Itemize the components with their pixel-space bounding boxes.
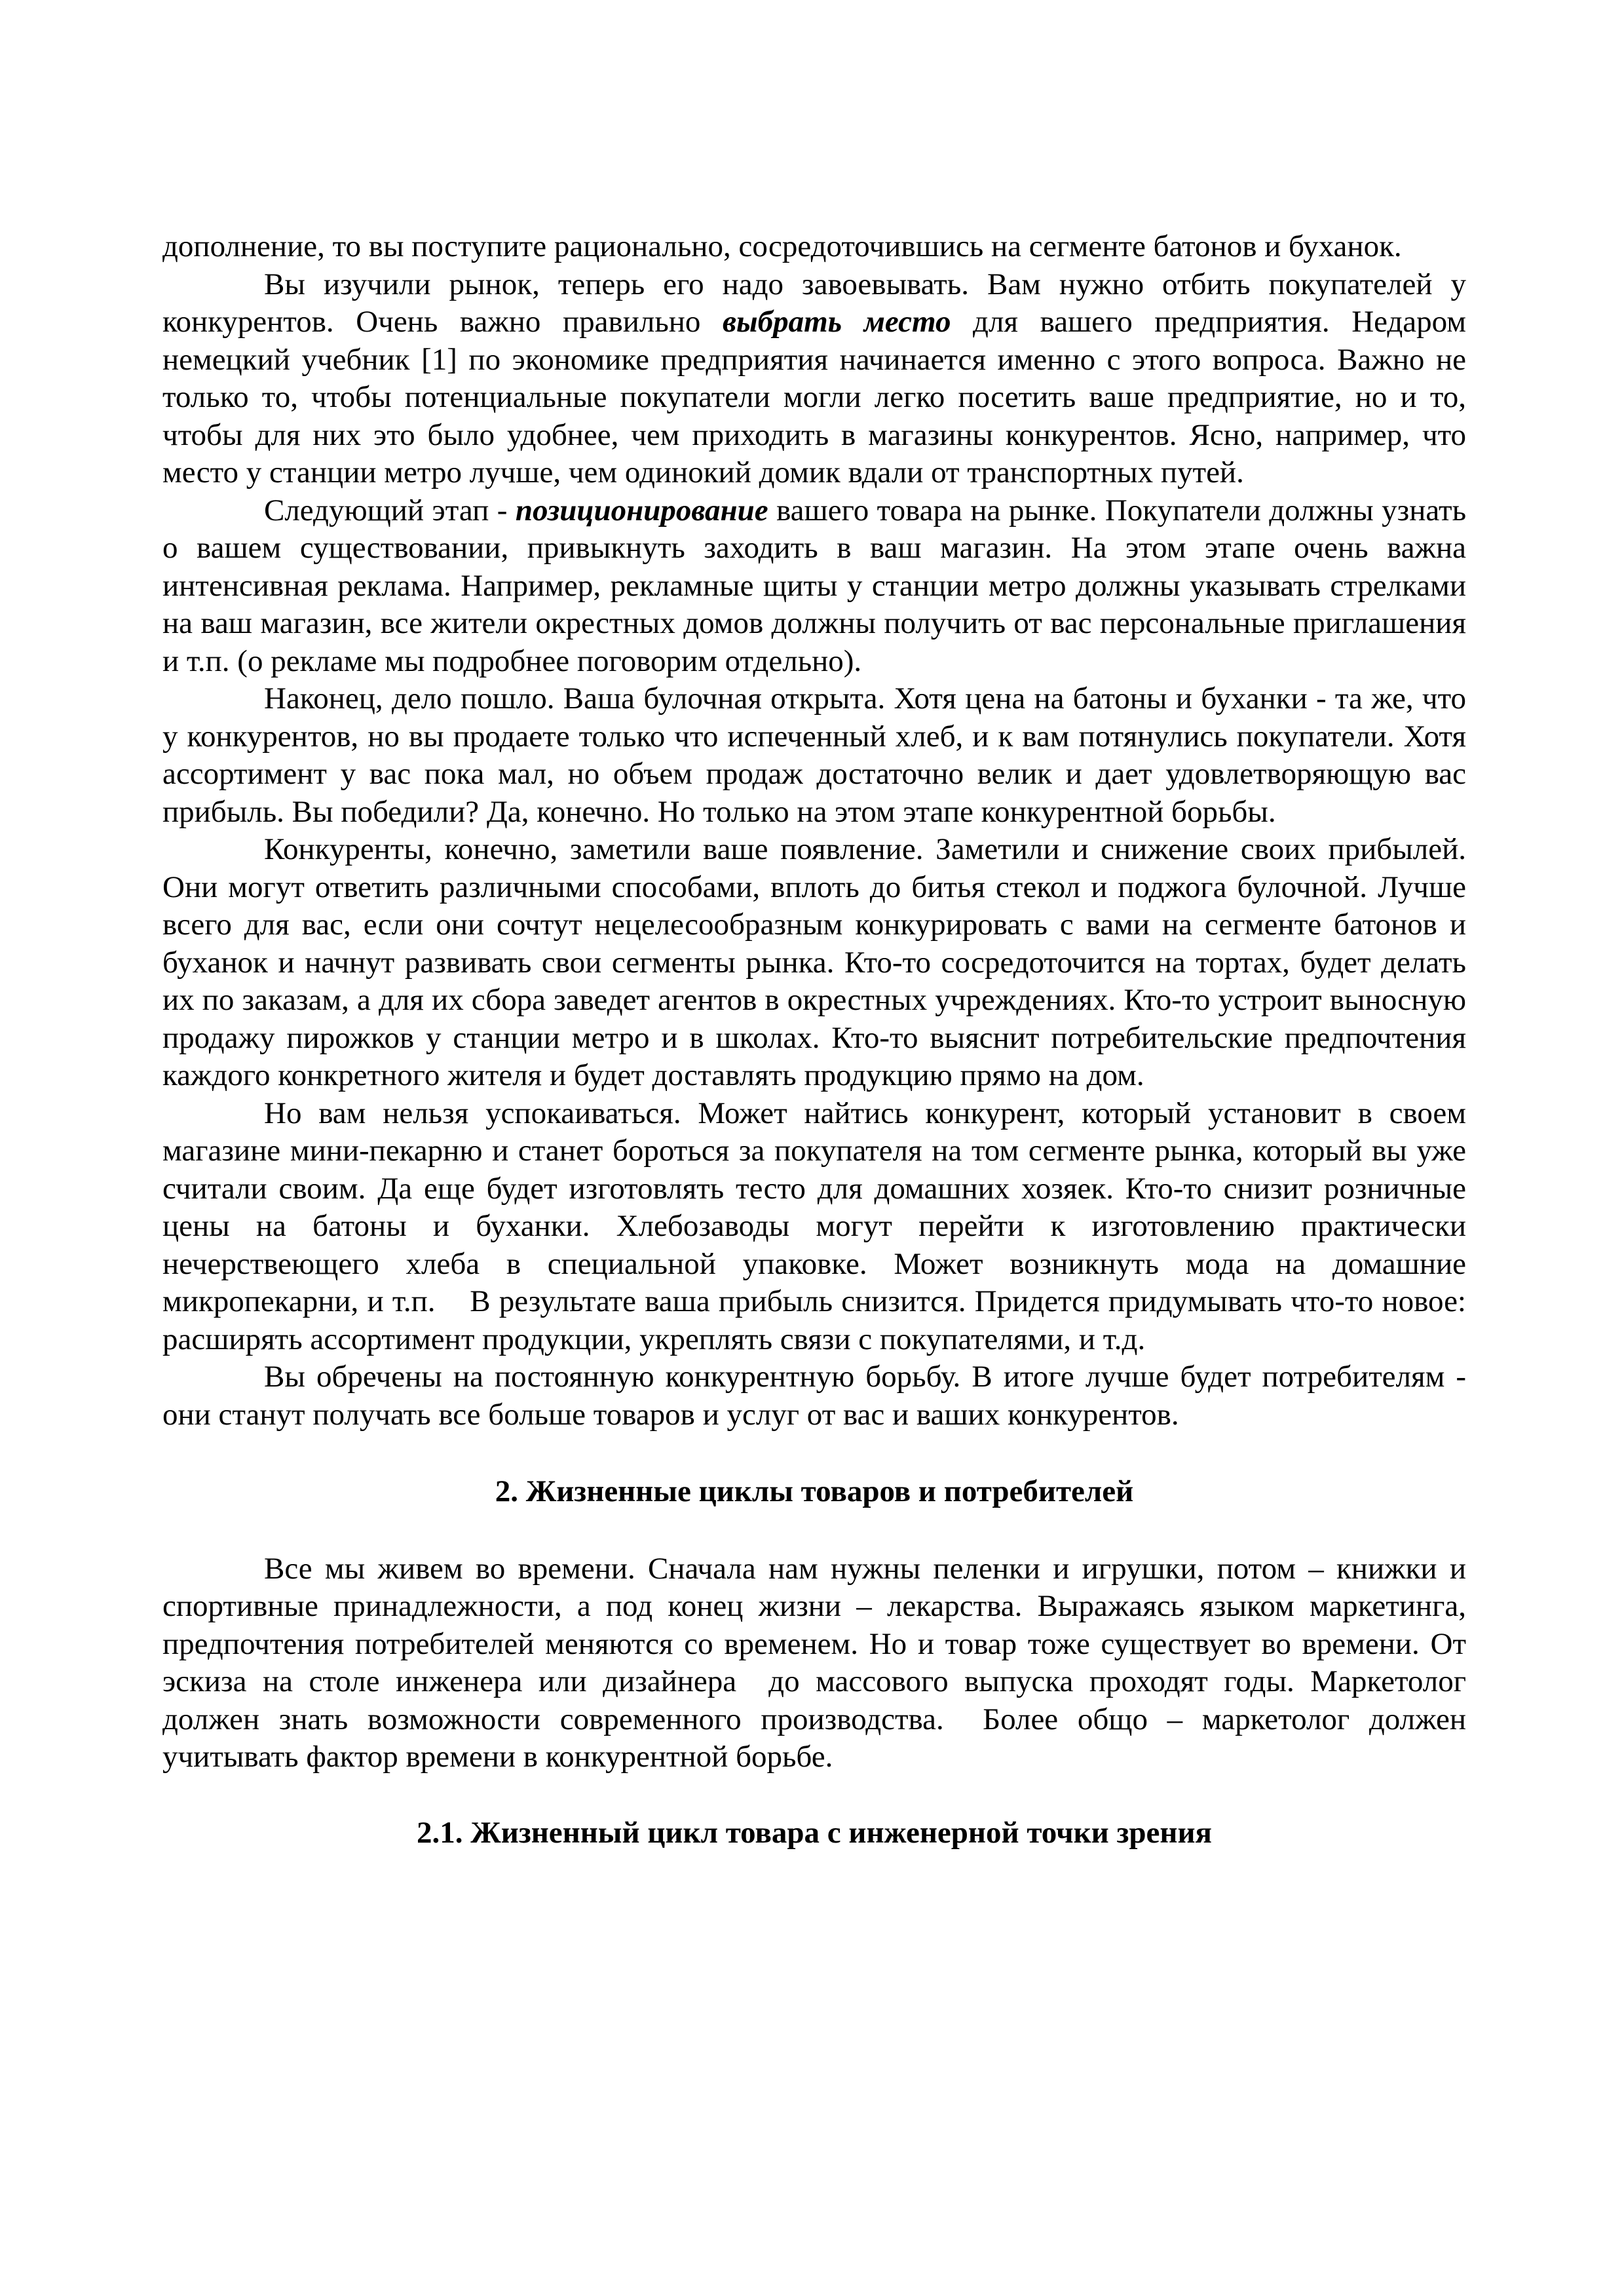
- paragraph-text: Вы обречены на постоянную конкурентную борьбу. В итоге лучше будет потребителям - они станут получать все больше товаров и услуг от вас и ваших конкурентов.: [162, 1360, 1466, 1432]
- paragraph-positioning: [162, 492, 1466, 681]
- document-page: [162, 228, 1482, 1852]
- paragraph-text: дополнение, то вы поступите рационально, сосредоточившись на сегменте батонов и буханок.: [162, 229, 1402, 263]
- emphasis-term: выбрать место: [723, 305, 951, 339]
- paragraph-continuation: [162, 228, 1466, 266]
- paragraph-text-before: Следующий этап -: [264, 493, 516, 527]
- subsection-heading: 2.1. Жизненный цикл товара с инженерной точки зрения: [417, 1815, 1212, 1850]
- paragraph-text: Конкуренты, конечно, заметили ваше появление. Заметили и снижение своих прибылей. Они могут ответить различными способами, вплоть до битья стекол и поджога булочной. Лучше всего для вас, если они сочтут нецелесообразным конкурировать с вами на сегменте батонов и буханок и начнут развивать свои сегменты рынка. Кто-то сосредоточится на тортах, будет делать их по заказам, а для их сбора заведет агентов в окрестных учреждениях. Кто-то устроит выносную продажу пирожков у станции метро и в школах. Кто-то выяснит потребительские предпочтения каждого конкретного жителя и будет доставлять продукцию прямо на дом.: [162, 832, 1466, 1092]
- paragraph-text: Все мы живем во времени. Сначала нам нужны пеленки и игрушки, потом – книжки и спортивные принадлежности, а под конец жизни – лекарства. Выражаясь языком маркетинга, предпочтения потребителей меняются со временем. Но и товар тоже существует во времени. От эскиза на столе инженера или дизайнера до массового выпуска проходят годы. Маркетолог должен знать возможности современного производства. Более общо – маркетолог должен учитывать фактор времени в конкурентной борьбе.: [162, 1551, 1482, 1774]
- paragraph-text-after: для вашего предприятия. Недаром немецкий учебник [1] по экономике предприятия начинается именно с этого вопроса. Важно не только то, чтобы потенциальные покупатели могли легко посетить ваше предприятие, но и то, чтобы для них это было удобнее, чем приходить в магазины конкурентов. Ясно, например, что место у станции метро лучше, чем одинокий домик вдали от транспортных путей.: [162, 305, 1466, 489]
- paragraph-location: [162, 266, 1466, 492]
- paragraph-constant-competition: [162, 1358, 1466, 1434]
- section-heading: 2. Жизненные циклы товаров и потребителей: [495, 1474, 1134, 1508]
- paragraph-time: [162, 1550, 1482, 1776]
- paragraph-text: Наконец, дело пошло. Ваша булочная открыта. Хотя цена на батоны и буханки - та же, что у конкурентов, но вы продаете только что испеченный хлеб, и к вам потянулись покупатели. Хотя ассортимент у вас пока мал, но объем продаж достаточно велик и дает удовлетворяющую вас прибыль. Вы победили? Да, конечно. Но только на этом этапе конкурентной борьбы.: [162, 681, 1466, 829]
- emphasis-term: позиционирование: [515, 493, 768, 527]
- paragraph-text-before: Вы изучили рынок, теперь его надо завоевывать. Вам нужно отбить покупателей у конкурентов. Очень важно правильно: [162, 267, 1466, 339]
- paragraph-text-after: вашего товара на рынке. Покупатели должны узнать о вашем существовании, привыкнуть заходить в ваш магазин. На этом этапе очень важна интенсивная реклама. Например, рекламные щиты у станции метро должны указывать стрелками на ваш магазин, все жители окрестных домов должны получить от вас персональные приглашения и т.п. (о рекламе мы подробнее поговорим отдельно).: [162, 493, 1466, 678]
- paragraph-bakery-opened: [162, 680, 1466, 831]
- paragraph-text: Но вам нельзя успокаиваться. Может найтись конкурент, который установит в своем магазине мини-пекарню и станет бороться за покупателя на том сегменте рынка, который вы уже считали своим. Да еще будет изготовлять тесто для домашних хозяек. Кто-то снизит розничные цены на батоны и буханки. Хлебозаводы могут перейти к изготовлению практически нечерствеющего хлеба в специальной упаковке. Может возникнуть мода на домашние микропекарни, и т.п. В результате ваша прибыль снизится. Придется придумывать что-то новое: расширять ассортимент продукции, укреплять связи с покупателями, и т.д.: [162, 1096, 1474, 1356]
- paragraph-do-not-relax: [162, 1095, 1474, 1359]
- paragraph-competitors: [162, 831, 1466, 1095]
